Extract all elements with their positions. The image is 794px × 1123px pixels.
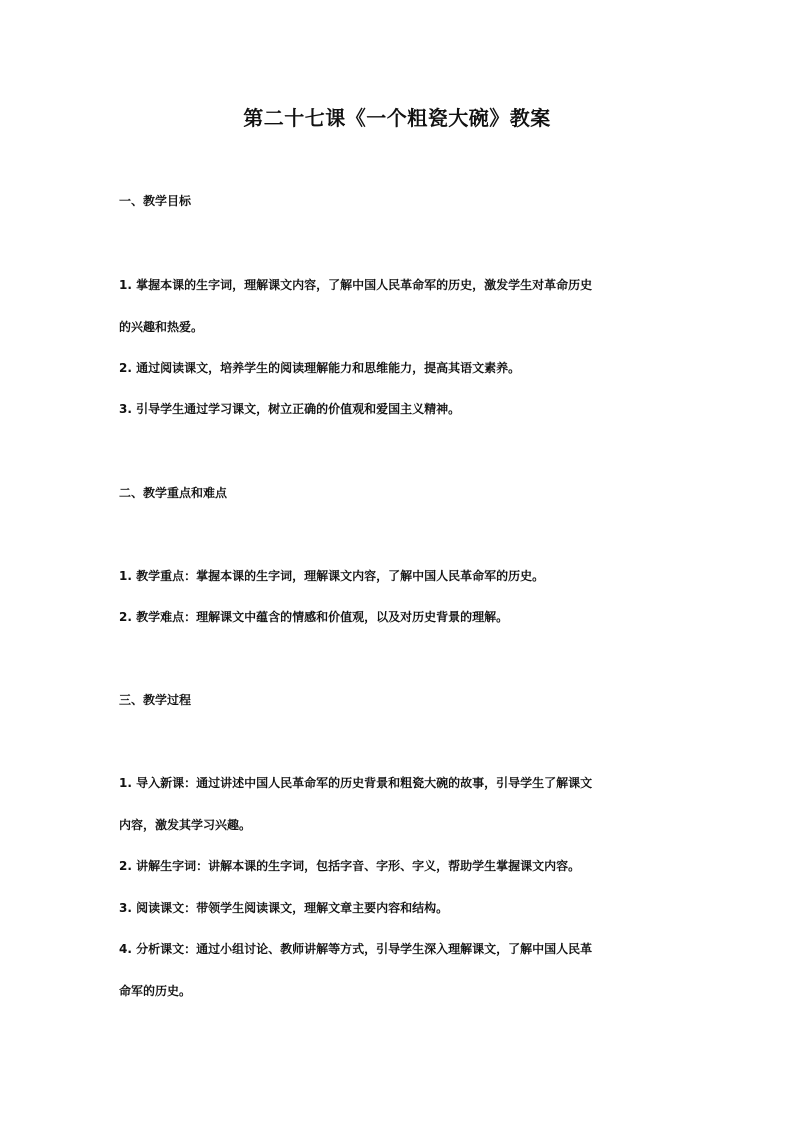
process-line-1-continued: 内容，激发其学习兴趣。 [119,818,252,832]
page-title: 第二十七课《一个粗瓷大碗》教案 [243,106,551,130]
process-line-4: 4. 分析课文：通过小组讨论、教师讲解等方式，引导学生深入理解课文，了解中国人民革 [119,942,593,956]
section-heading-key-points: 二、教学重点和难点 [119,486,228,500]
objective-line-1-continued: 的兴趣和热爱。 [119,320,204,334]
key-point-line-1: 1. 教学重点：掌握本课的生字词，理解课文内容，了解中国人民革命军的历史。 [119,569,545,583]
section-heading-process: 三、教学过程 [119,693,192,707]
objective-line-1: 1. 掌握本课的生字词，理解课文内容，了解中国人民革命军的历史，激发学生对革命历史 [119,278,593,292]
process-line-1: 1. 导入新课：通过讲述中国人民革命军的历史背景和粗瓷大碗的故事，引导学生了解课文 [119,776,593,790]
process-line-2: 2. 讲解生字词：讲解本课的生字词，包括字音、字形、字义，帮助学生掌握课文内容。 [119,859,581,873]
process-line-3: 3. 阅读课文：带领学生阅读课文，理解文章主要内容和结构。 [119,901,449,915]
key-point-line-2: 2. 教学难点：理解课文中蕴含的情感和价值观，以及对历史背景的理解。 [119,610,509,624]
process-line-4-continued: 命军的历史。 [119,984,192,998]
section-heading-objectives: 一、教学目标 [119,194,192,208]
objective-line-2: 2. 通过阅读课文，培养学生的阅读理解能力和思维能力，提高其语文素养。 [119,361,521,375]
objective-line-3: 3. 引导学生通过学习课文，树立正确的价值观和爱国主义精神。 [119,402,461,416]
